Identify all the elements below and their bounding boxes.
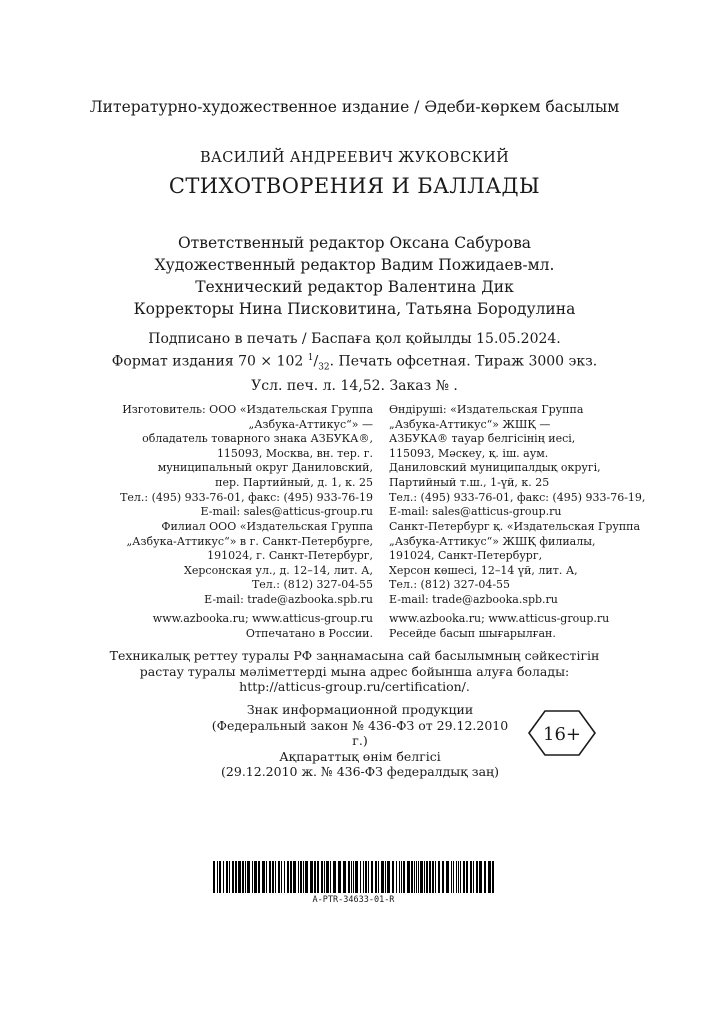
barcode-bar — [314, 861, 316, 893]
barcode-bar — [435, 861, 436, 893]
barcode-bar — [223, 861, 224, 893]
barcode-bar — [333, 861, 336, 893]
barcode-bar — [473, 861, 474, 893]
barcode-bar — [254, 861, 257, 893]
barcode-bar — [429, 861, 431, 893]
barcode-bar — [458, 861, 459, 893]
barcode-bar — [330, 861, 331, 893]
text-line: Филиал ООО «Издательская Группа — [161, 520, 373, 533]
barcode-bar — [456, 861, 457, 893]
barcode-bar — [365, 861, 367, 893]
text-line: Тел.: (812) 327-04-55 — [389, 578, 511, 592]
text-line: 115093, Москва, вн. тер. г. — [216, 446, 373, 460]
text-line: Знак информационной продукции — [246, 702, 474, 717]
web-ru — [73, 612, 373, 641]
barcode-bar — [453, 861, 454, 893]
text-line: Ақпараттық өнім белгісі — [279, 748, 441, 764]
text-line: Партийный т.ш., 1-үй, к. 25 — [389, 475, 550, 489]
barcode-bar — [488, 861, 491, 893]
barcode-bar — [235, 861, 237, 893]
barcode-bar — [232, 861, 234, 893]
barcode-bar — [290, 861, 292, 893]
barcode-bar — [258, 861, 260, 893]
text-line: E-mail: sales@atticus-group.ru — [389, 505, 562, 519]
signed-to-print: Подписано в печать / Баспаға қол қойылды 15.05.2024. — [148, 331, 561, 347]
barcode-bar — [293, 861, 296, 893]
web-kz — [389, 612, 699, 641]
text-line: E-mail: trade@azbooka.spb.ru — [204, 592, 373, 606]
website-links: www.azbooka.ru; www.atticus-group.ru — [152, 612, 373, 625]
branch-kz — [389, 520, 699, 608]
age-rating-badge — [527, 709, 597, 757]
barcode-bar — [368, 861, 369, 893]
text-line: обладатель товарного знака АЗБУКА®, — [142, 432, 373, 446]
text-line: Санкт-Петербург қ. «Издательская Группа — [389, 520, 641, 533]
book-title: СТИХОТВОРЕНИЯ И БАЛЛАДЫ — [168, 174, 541, 198]
barcode-bar — [418, 861, 419, 893]
text-line: Тел.: (495) 933-76-01, факс: (495) 933-76-19, — [389, 490, 646, 504]
text-line: 191024, Санкт-Петербург, — [389, 549, 543, 563]
text-line: „Азбука-Аттикус“» — — [248, 417, 373, 431]
barcode-bar — [326, 861, 329, 893]
barcode-bar — [343, 861, 346, 893]
barcode-icon — [213, 861, 494, 893]
barcode-bar — [363, 861, 364, 893]
text-line: Тел.: (495) 933-76-01, факс: (495) 933-76-19 — [120, 490, 373, 504]
printed-in: Ресейде басып шығарылған. — [389, 626, 556, 640]
barcode-bar — [451, 861, 452, 893]
barcode-bar — [278, 861, 280, 893]
barcode-bar — [446, 861, 449, 893]
barcode-bar — [238, 861, 241, 893]
barcode-bar — [463, 861, 465, 893]
barcode-bar — [403, 861, 405, 893]
manufacturer-kz — [389, 403, 699, 520]
barcode-bar — [303, 861, 304, 893]
barcode-bar — [266, 861, 267, 893]
edition-type: Литературно-художественное издание / Әдеби-көркем басылым — [89, 98, 620, 116]
format-prefix: Формат издания 70 × 102 — [111, 353, 304, 370]
editor-line: Ответственный редактор Оксана Сабурова — [177, 234, 532, 252]
format-line: Формат издания 70 × 102 $^1/_{32}$. Печать офсетная. Тираж 3000 экз. — [111, 353, 598, 373]
barcode-bar — [353, 861, 354, 893]
age-rating-text: 16+ — [543, 724, 581, 745]
barcode-bar — [360, 861, 361, 893]
barcode-bar — [310, 861, 313, 893]
barcode-bar — [324, 861, 325, 893]
barcode-label: A-PTR-34633-01-R — [312, 895, 395, 905]
text-line: 191024, г. Санкт-Петербург, — [207, 549, 373, 563]
barcode-bar — [247, 861, 250, 893]
barcode-bar — [407, 861, 410, 893]
printed-in: Отпечатано в России. — [245, 626, 373, 640]
text-line: „Азбука-Аттикус“» ЖШҚ — — [389, 417, 551, 431]
barcode-bar — [432, 861, 434, 893]
text-line: E-mail: sales@atticus-group.ru — [200, 505, 373, 519]
barcode-bar — [355, 861, 358, 893]
text-line: растау туралы мәліметтерді мына адрес бойынша алуға болады: — [139, 663, 570, 679]
certification-url: http://atticus-group.ru/certification/. — [239, 679, 470, 694]
barcode-bar — [338, 861, 341, 893]
text-line: Херсон көшесі, 12–14 үй, лит. А, — [389, 563, 578, 577]
barcode-bar — [229, 861, 230, 893]
barcode-bar — [476, 861, 478, 893]
text-line: муниципальный округ Даниловский, — [157, 461, 373, 475]
barcode-bar — [401, 861, 402, 893]
printing-info — [0, 330, 709, 396]
barcode-bar — [281, 861, 282, 893]
format-numerator: 1 — [307, 353, 314, 363]
barcode-bar — [321, 861, 323, 893]
barcode-bar — [479, 861, 482, 893]
barcode-bar — [269, 861, 271, 893]
text-line: Тел.: (812) 327-04-55 — [251, 578, 373, 592]
barcode-bar — [252, 861, 253, 893]
barcode-bar — [399, 861, 400, 893]
barcode-bar — [287, 861, 289, 893]
barcode-bar — [305, 861, 308, 893]
editor-line: Художественный редактор Вадим Пожидаев-мл. — [154, 256, 555, 274]
text-line: (29.12.2010 ж. № 436-ФЗ федералдық заң) — [221, 764, 499, 779]
barcode-bar — [317, 861, 319, 893]
barcode-bar — [387, 861, 390, 893]
format-suffix: . Печать офсетная. Тираж 3000 экз. — [329, 353, 598, 370]
barcode-bar — [460, 861, 461, 893]
barcode-bar — [284, 861, 285, 893]
barcode-bar — [217, 861, 218, 893]
barcode-bar — [375, 861, 377, 893]
text-line: „Азбука-Аттикус“» в г. Санкт-Петербурге, — [126, 534, 373, 548]
barcode-bar — [213, 861, 215, 893]
barcode-bar — [298, 861, 299, 893]
barcode-bar — [262, 861, 265, 893]
format-denominator: 32 — [318, 362, 330, 373]
barcode-bar — [392, 861, 394, 893]
text-line: АЗБУКА® тауар белгісінің иесі, — [389, 432, 576, 446]
text-line: E-mail: trade@azbooka.spb.ru — [389, 592, 558, 606]
order-line: Усл. печ. л. 14,52. Заказ № . — [251, 378, 458, 395]
barcode-bar — [442, 861, 444, 893]
text-line: 115093, Мәскеу, қ. іш. аум. — [389, 446, 549, 460]
barcode-bar — [275, 861, 276, 893]
barcode-bar — [348, 861, 350, 893]
text-line: Херсонская ул., д. 12–14, лит. А, — [184, 563, 373, 577]
tech-regulation — [0, 648, 709, 695]
barcode-bar — [300, 861, 302, 893]
barcode-bar — [371, 861, 373, 893]
text-line: Изготовитель: ООО «Издательская Группа — [122, 403, 373, 416]
barcode-bar — [381, 861, 384, 893]
barcode-bar — [411, 861, 413, 893]
manufacturer-ru — [73, 403, 373, 520]
editor-line: Корректоры Нина Писковитина, Татьяна Бородулина — [133, 300, 576, 318]
branch-ru — [73, 520, 373, 608]
barcode-bar — [219, 861, 221, 893]
text-line: (Федеральный закон № 436-ФЗ от 29.12.2010 г.) — [211, 717, 509, 748]
text-line: Өндіруші: «Издательская Группа — [389, 403, 584, 416]
barcode-bar — [426, 861, 428, 893]
barcode-bar — [484, 861, 486, 893]
editors-block — [0, 232, 709, 320]
barcode-bar — [414, 861, 415, 893]
website-links: www.azbooka.ru; www.atticus-group.ru — [389, 612, 610, 625]
text-line: Техникалық реттеу туралы РФ заңнамасына сай басылымның сәйкестігін — [109, 648, 600, 663]
barcode-bar — [351, 861, 352, 893]
barcode-bar — [385, 861, 386, 893]
author-name: ВАСИЛИЙ АНДРЕЕВИЧ ЖУКОВСКИЙ — [199, 150, 510, 166]
barcode-bar — [226, 861, 228, 893]
barcode-bar — [245, 861, 246, 893]
barcode-bar — [420, 861, 423, 893]
text-line: Даниловский муниципалдық округі, — [389, 461, 601, 475]
text-line: пер. Партийный, д. 1, к. 25 — [215, 475, 373, 489]
barcode-bar — [438, 861, 440, 893]
barcode-bar — [466, 861, 468, 893]
barcode-bar — [416, 861, 417, 893]
barcode-bar — [272, 861, 274, 893]
barcode-bar — [378, 861, 379, 893]
barcode-bar — [424, 861, 425, 893]
text-line: „Азбука-Аттикус“» ЖШҚ филиалы, — [389, 534, 596, 548]
editor-line: Технический редактор Валентина Дик — [195, 278, 514, 296]
barcode-bar — [492, 861, 494, 893]
barcode-bar — [242, 861, 244, 893]
barcode-bar — [470, 861, 472, 893]
barcode-bar — [396, 861, 397, 893]
info-product-sign — [210, 702, 510, 780]
